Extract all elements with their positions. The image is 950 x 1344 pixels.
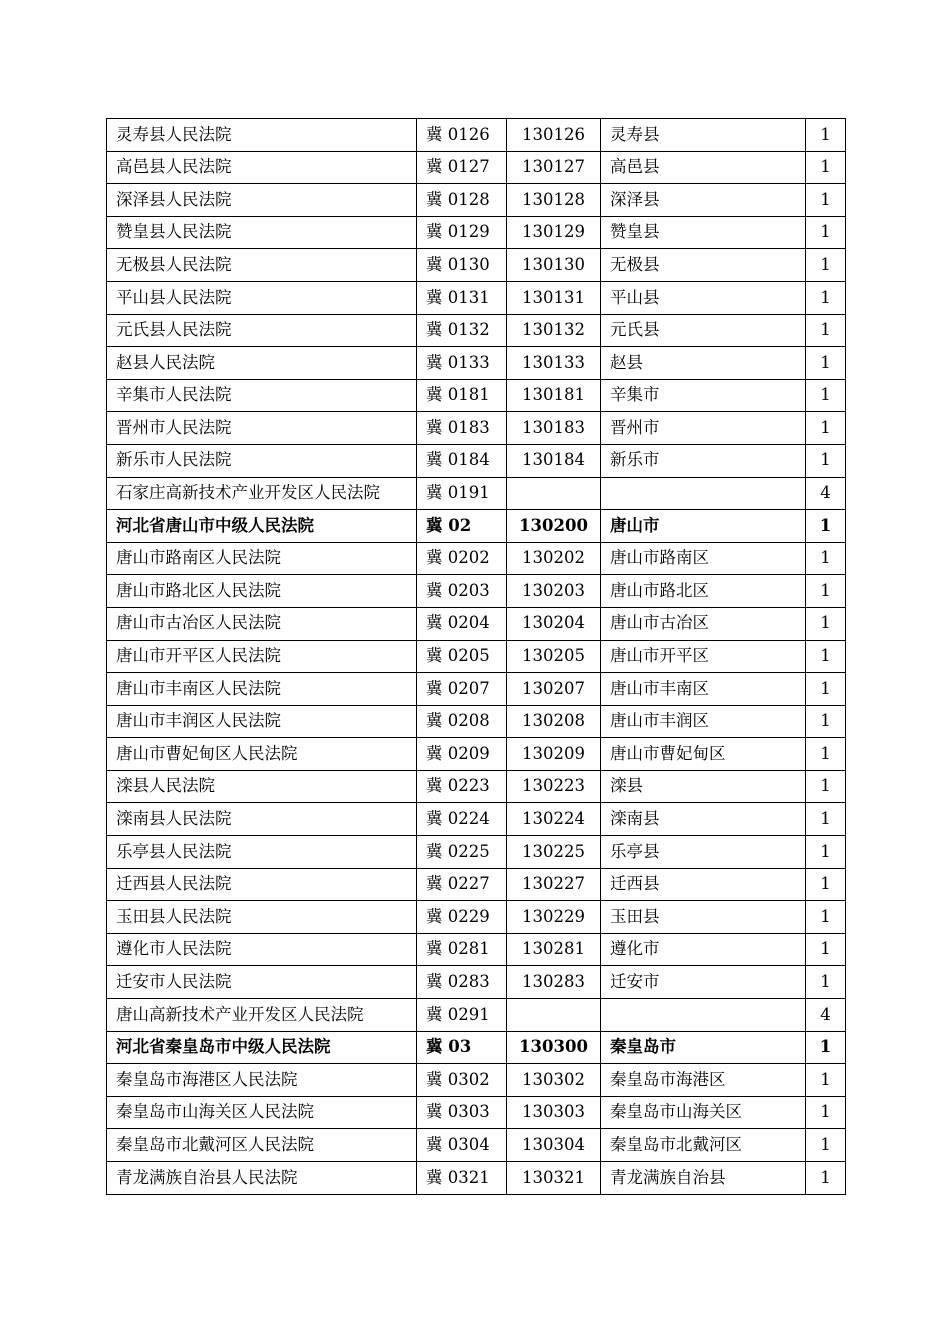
table-row <box>107 575 846 608</box>
court-code-table <box>106 118 846 1195</box>
level-cell: 1 <box>806 966 846 999</box>
admin-code-cell: 130204 <box>507 607 601 640</box>
level-cell: 1 <box>806 444 846 477</box>
admin-code-cell: 130209 <box>507 738 601 771</box>
table-row <box>107 901 846 934</box>
court-name-cell: 滦县人民法院 <box>107 770 417 803</box>
table-row <box>107 151 846 184</box>
court-name-cell: 赞皇县人民法院 <box>107 216 417 249</box>
level-cell: 1 <box>806 1096 846 1129</box>
court-code-cell: 冀 0183 <box>417 412 507 445</box>
region-cell: 新乐市 <box>601 444 806 477</box>
level-cell: 1 <box>806 151 846 184</box>
court-name-cell: 秦皇岛市北戴河区人民法院 <box>107 1129 417 1162</box>
level-cell: 1 <box>806 770 846 803</box>
level-cell: 1 <box>806 933 846 966</box>
level-cell: 1 <box>806 803 846 836</box>
court-code-cell: 冀 0132 <box>417 314 507 347</box>
court-code-cell: 冀 0130 <box>417 249 507 282</box>
region-cell: 秦皇岛市 <box>601 1031 806 1064</box>
region-cell: 玉田县 <box>601 901 806 934</box>
level-cell: 1 <box>806 640 846 673</box>
region-cell: 秦皇岛市海港区 <box>601 1064 806 1097</box>
table-row <box>107 1096 846 1129</box>
region-cell: 滦南县 <box>601 803 806 836</box>
court-name-cell: 辛集市人民法院 <box>107 379 417 412</box>
table-body <box>107 119 846 1195</box>
court-name-cell: 滦南县人民法院 <box>107 803 417 836</box>
level-cell: 1 <box>806 901 846 934</box>
region-cell: 辛集市 <box>601 379 806 412</box>
court-name-cell: 迁西县人民法院 <box>107 868 417 901</box>
court-name-cell: 唐山市古冶区人民法院 <box>107 607 417 640</box>
region-cell: 高邑县 <box>601 151 806 184</box>
level-cell: 1 <box>806 1064 846 1097</box>
court-code-cell: 冀 0283 <box>417 966 507 999</box>
court-name-cell: 无极县人民法院 <box>107 249 417 282</box>
table-row <box>107 314 846 347</box>
admin-code-cell: 130303 <box>507 1096 601 1129</box>
region-cell: 赞皇县 <box>601 216 806 249</box>
court-code-cell: 冀 0205 <box>417 640 507 673</box>
table-row <box>107 347 846 380</box>
admin-code-cell: 130302 <box>507 1064 601 1097</box>
admin-code-cell: 130131 <box>507 281 601 314</box>
table-row <box>107 933 846 966</box>
court-code-cell: 冀 0191 <box>417 477 507 510</box>
admin-code-cell <box>507 999 601 1032</box>
region-cell: 遵化市 <box>601 933 806 966</box>
region-cell: 乐亭县 <box>601 836 806 869</box>
court-code-cell: 冀 0302 <box>417 1064 507 1097</box>
court-name-cell: 深泽县人民法院 <box>107 184 417 217</box>
level-cell: 1 <box>806 379 846 412</box>
court-code-cell: 冀 0133 <box>417 347 507 380</box>
region-cell: 赵县 <box>601 347 806 380</box>
court-name-cell: 秦皇岛市海港区人民法院 <box>107 1064 417 1097</box>
admin-code-cell: 130181 <box>507 379 601 412</box>
court-name-cell: 唐山市丰南区人民法院 <box>107 673 417 706</box>
level-cell: 1 <box>806 738 846 771</box>
court-code-cell: 冀 0225 <box>417 836 507 869</box>
court-code-cell: 冀 0321 <box>417 1162 507 1195</box>
court-code-cell: 冀 0127 <box>417 151 507 184</box>
region-cell: 元氏县 <box>601 314 806 347</box>
region-cell: 唐山市古冶区 <box>601 607 806 640</box>
court-name-cell: 迁安市人民法院 <box>107 966 417 999</box>
admin-code-cell: 130225 <box>507 836 601 869</box>
admin-code-cell <box>507 477 601 510</box>
level-cell: 1 <box>806 673 846 706</box>
table-row <box>107 1064 846 1097</box>
region-cell: 唐山市路北区 <box>601 575 806 608</box>
level-cell: 1 <box>806 314 846 347</box>
admin-code-cell: 130129 <box>507 216 601 249</box>
level-cell: 1 <box>806 1031 846 1064</box>
court-name-cell: 河北省秦皇岛市中级人民法院 <box>107 1031 417 1064</box>
court-code-cell: 冀 0303 <box>417 1096 507 1129</box>
court-name-cell: 唐山市路南区人民法院 <box>107 542 417 575</box>
region-cell <box>601 477 806 510</box>
admin-code-cell: 130130 <box>507 249 601 282</box>
level-cell: 1 <box>806 510 846 543</box>
level-cell: 1 <box>806 836 846 869</box>
table-row <box>107 705 846 738</box>
admin-code-cell: 130207 <box>507 673 601 706</box>
court-code-cell: 冀 03 <box>417 1031 507 1064</box>
level-cell: 4 <box>806 999 846 1032</box>
court-code-cell: 冀 0207 <box>417 673 507 706</box>
table-row <box>107 184 846 217</box>
court-code-cell: 冀 0291 <box>417 999 507 1032</box>
region-cell: 迁西县 <box>601 868 806 901</box>
court-name-cell: 玉田县人民法院 <box>107 901 417 934</box>
table-row <box>107 542 846 575</box>
court-name-cell: 平山县人民法院 <box>107 281 417 314</box>
level-cell: 1 <box>806 184 846 217</box>
admin-code-cell: 130200 <box>507 510 601 543</box>
court-code-cell: 冀 0128 <box>417 184 507 217</box>
admin-code-cell: 130300 <box>507 1031 601 1064</box>
court-code-cell: 冀 0184 <box>417 444 507 477</box>
region-cell: 秦皇岛市北戴河区 <box>601 1129 806 1162</box>
table-row <box>107 1031 846 1064</box>
court-code-cell: 冀 0126 <box>417 119 507 152</box>
level-cell: 1 <box>806 705 846 738</box>
table-row <box>107 1162 846 1195</box>
admin-code-cell: 130203 <box>507 575 601 608</box>
table-row <box>107 444 846 477</box>
court-code-cell: 冀 0181 <box>417 379 507 412</box>
region-cell: 唐山市曹妃甸区 <box>601 738 806 771</box>
court-code-cell: 冀 0209 <box>417 738 507 771</box>
admin-code-cell: 130227 <box>507 868 601 901</box>
court-name-cell: 遵化市人民法院 <box>107 933 417 966</box>
table-row <box>107 477 846 510</box>
admin-code-cell: 130224 <box>507 803 601 836</box>
region-cell: 唐山市丰润区 <box>601 705 806 738</box>
admin-code-cell: 130283 <box>507 966 601 999</box>
level-cell: 1 <box>806 1162 846 1195</box>
region-cell <box>601 999 806 1032</box>
court-name-cell: 新乐市人民法院 <box>107 444 417 477</box>
court-name-cell: 唐山市路北区人民法院 <box>107 575 417 608</box>
admin-code-cell: 130202 <box>507 542 601 575</box>
admin-code-cell: 130281 <box>507 933 601 966</box>
table-row <box>107 770 846 803</box>
court-name-cell: 高邑县人民法院 <box>107 151 417 184</box>
table-row <box>107 510 846 543</box>
court-code-cell: 冀 0224 <box>417 803 507 836</box>
level-cell: 1 <box>806 281 846 314</box>
level-cell: 1 <box>806 347 846 380</box>
table-row <box>107 868 846 901</box>
admin-code-cell: 130304 <box>507 1129 601 1162</box>
court-code-cell: 冀 02 <box>417 510 507 543</box>
level-cell: 1 <box>806 542 846 575</box>
court-name-cell: 唐山市曹妃甸区人民法院 <box>107 738 417 771</box>
admin-code-cell: 130321 <box>507 1162 601 1195</box>
court-code-cell: 冀 0208 <box>417 705 507 738</box>
court-code-cell: 冀 0304 <box>417 1129 507 1162</box>
table-row <box>107 281 846 314</box>
admin-code-cell: 130127 <box>507 151 601 184</box>
admin-code-cell: 130205 <box>507 640 601 673</box>
admin-code-cell: 130223 <box>507 770 601 803</box>
table-row <box>107 673 846 706</box>
level-cell: 1 <box>806 249 846 282</box>
region-cell: 滦县 <box>601 770 806 803</box>
table-row <box>107 249 846 282</box>
court-code-cell: 冀 0129 <box>417 216 507 249</box>
admin-code-cell: 130208 <box>507 705 601 738</box>
table-row <box>107 966 846 999</box>
table-row <box>107 640 846 673</box>
court-name-cell: 晋州市人民法院 <box>107 412 417 445</box>
region-cell: 唐山市 <box>601 510 806 543</box>
table-row <box>107 1129 846 1162</box>
region-cell: 唐山市路南区 <box>601 542 806 575</box>
region-cell: 晋州市 <box>601 412 806 445</box>
court-name-cell: 唐山高新技术产业开发区人民法院 <box>107 999 417 1032</box>
court-code-cell: 冀 0203 <box>417 575 507 608</box>
level-cell: 1 <box>806 575 846 608</box>
region-cell: 平山县 <box>601 281 806 314</box>
table-row <box>107 836 846 869</box>
table-row <box>107 119 846 152</box>
level-cell: 1 <box>806 1129 846 1162</box>
court-code-cell: 冀 0281 <box>417 933 507 966</box>
table-row <box>107 379 846 412</box>
court-name-cell: 赵县人民法院 <box>107 347 417 380</box>
court-name-cell: 唐山市丰润区人民法院 <box>107 705 417 738</box>
table-row <box>107 738 846 771</box>
level-cell: 1 <box>806 216 846 249</box>
region-cell: 唐山市开平区 <box>601 640 806 673</box>
table-row <box>107 607 846 640</box>
court-code-cell: 冀 0223 <box>417 770 507 803</box>
court-name-cell: 石家庄高新技术产业开发区人民法院 <box>107 477 417 510</box>
table-row <box>107 803 846 836</box>
court-name-cell: 灵寿县人民法院 <box>107 119 417 152</box>
court-code-cell: 冀 0229 <box>417 901 507 934</box>
table-row <box>107 216 846 249</box>
court-code-cell: 冀 0202 <box>417 542 507 575</box>
level-cell: 1 <box>806 868 846 901</box>
region-cell: 青龙满族自治县 <box>601 1162 806 1195</box>
court-code-cell: 冀 0131 <box>417 281 507 314</box>
region-cell: 深泽县 <box>601 184 806 217</box>
region-cell: 迁安市 <box>601 966 806 999</box>
level-cell: 1 <box>806 607 846 640</box>
court-name-cell: 青龙满族自治县人民法院 <box>107 1162 417 1195</box>
level-cell: 1 <box>806 412 846 445</box>
region-cell: 灵寿县 <box>601 119 806 152</box>
admin-code-cell: 130229 <box>507 901 601 934</box>
admin-code-cell: 130183 <box>507 412 601 445</box>
level-cell: 1 <box>806 119 846 152</box>
admin-code-cell: 130126 <box>507 119 601 152</box>
court-name-cell: 元氏县人民法院 <box>107 314 417 347</box>
court-name-cell: 秦皇岛市山海关区人民法院 <box>107 1096 417 1129</box>
region-cell: 秦皇岛市山海关区 <box>601 1096 806 1129</box>
table-row <box>107 412 846 445</box>
court-code-cell: 冀 0204 <box>417 607 507 640</box>
level-cell: 4 <box>806 477 846 510</box>
region-cell: 唐山市丰南区 <box>601 673 806 706</box>
admin-code-cell: 130128 <box>507 184 601 217</box>
court-name-cell: 河北省唐山市中级人民法院 <box>107 510 417 543</box>
table-row <box>107 999 846 1032</box>
court-name-cell: 唐山市开平区人民法院 <box>107 640 417 673</box>
region-cell: 无极县 <box>601 249 806 282</box>
court-code-cell: 冀 0227 <box>417 868 507 901</box>
court-name-cell: 乐亭县人民法院 <box>107 836 417 869</box>
admin-code-cell: 130184 <box>507 444 601 477</box>
admin-code-cell: 130132 <box>507 314 601 347</box>
admin-code-cell: 130133 <box>507 347 601 380</box>
